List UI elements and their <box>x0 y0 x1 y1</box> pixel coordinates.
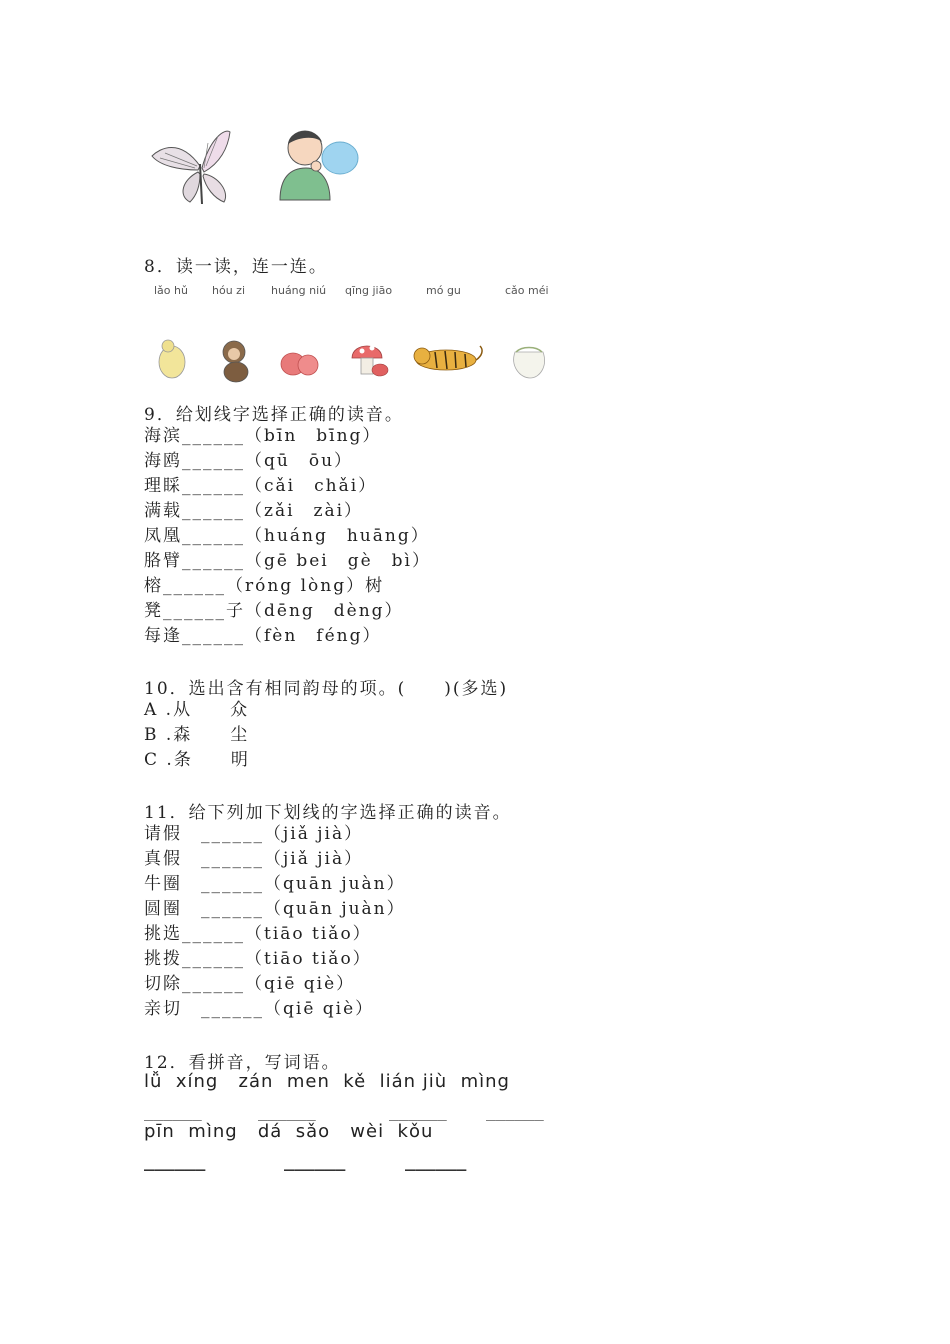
butterfly-icon <box>152 131 230 204</box>
q11-item: 请假 ______（jiǎ jià） <box>144 824 364 844</box>
q11-item: 牛圈 ______（quān juàn） <box>144 874 406 894</box>
pinyin-label: huáng niú <box>271 284 327 297</box>
q10-option-b[interactable]: B .森 尘 <box>144 725 250 745</box>
q12-pinyin-row-1: lǚ xíng zán men kě lián jiù mìng <box>144 1071 510 1092</box>
q9-item: 海鸥______（qū ōu） <box>144 451 354 471</box>
q11-item: 挑选______（tiāo tiǎo） <box>144 924 372 944</box>
q11-item: 真假 ______（jiǎ jià） <box>144 849 364 869</box>
q9-item: 凤凰______（huáng huāng） <box>144 526 430 546</box>
q8-pinyin-labels <box>150 280 570 304</box>
answer-blank[interactable]: ______ <box>389 1102 447 1121</box>
q9-item: 榕______（róng lòng）树 <box>144 576 385 596</box>
strawberry-icon <box>514 348 545 379</box>
answer-blank[interactable]: ______ <box>486 1102 544 1121</box>
q9-item: 满载______（zǎi zài） <box>144 501 364 521</box>
answer-blank[interactable]: ______ <box>405 1152 467 1172</box>
q9-item: 胳臂______（gē bei gè bì） <box>144 551 431 571</box>
pinyin-label: lǎo hǔ <box>154 284 188 297</box>
q9-title: 9．给划线字选择正确的读音。 <box>144 405 404 425</box>
q11-item: 挑拨______（tiāo tiǎo） <box>144 949 372 969</box>
q8-pictures <box>150 330 570 390</box>
ox-icon <box>159 340 185 378</box>
pinyin-label: qīng jiāo <box>345 284 393 297</box>
answer-blank[interactable]: ______ <box>144 1152 206 1172</box>
q11-item: 圆圈 ______（quān juàn） <box>144 899 406 919</box>
q8-title: 8．读一读，连一连。 <box>144 257 328 277</box>
q9-item: 每逢______（fèn féng） <box>144 626 382 646</box>
tiger-icon <box>414 346 482 370</box>
mushroom-icon <box>352 346 388 377</box>
answer-blank[interactable]: ______ <box>144 1102 202 1121</box>
q12-pinyin-row-2: pīn mìng dá sǎo wèi kǒu <box>144 1121 434 1142</box>
answer-blank[interactable]: ______ <box>258 1102 316 1121</box>
q10-option-a[interactable]: A .从 众 <box>144 700 250 720</box>
top-illustrations <box>140 118 400 218</box>
pinyin-label: mó gu <box>426 284 461 297</box>
pinyin-label: hóu zi <box>212 284 245 297</box>
q11-item: 切除______（qiē qiè） <box>144 974 356 994</box>
q11-item: 亲切 ______（qiē qiè） <box>144 999 375 1019</box>
q9-item: 凳______子（dēng dèng） <box>144 601 404 621</box>
q9-item: 海滨______（bīn bīng） <box>144 426 382 446</box>
pinyin-label: cǎo méi <box>505 284 549 297</box>
boy-balloon-icon <box>280 131 358 200</box>
q10-option-c[interactable]: C .条 明 <box>144 750 250 770</box>
answer-blank[interactable]: ______ <box>284 1152 346 1172</box>
q9-item: 理睬______（cǎi chǎi） <box>144 476 378 496</box>
q10-title: 10．选出含有相同韵母的项。( )(多选) <box>144 679 509 699</box>
q11-title: 11．给下列加下划线的字选择正确的读音。 <box>144 803 512 823</box>
q12-title: 12．看拼音，写词语。 <box>144 1053 341 1073</box>
pepper-icon <box>281 353 318 375</box>
monkey-icon <box>223 341 248 382</box>
